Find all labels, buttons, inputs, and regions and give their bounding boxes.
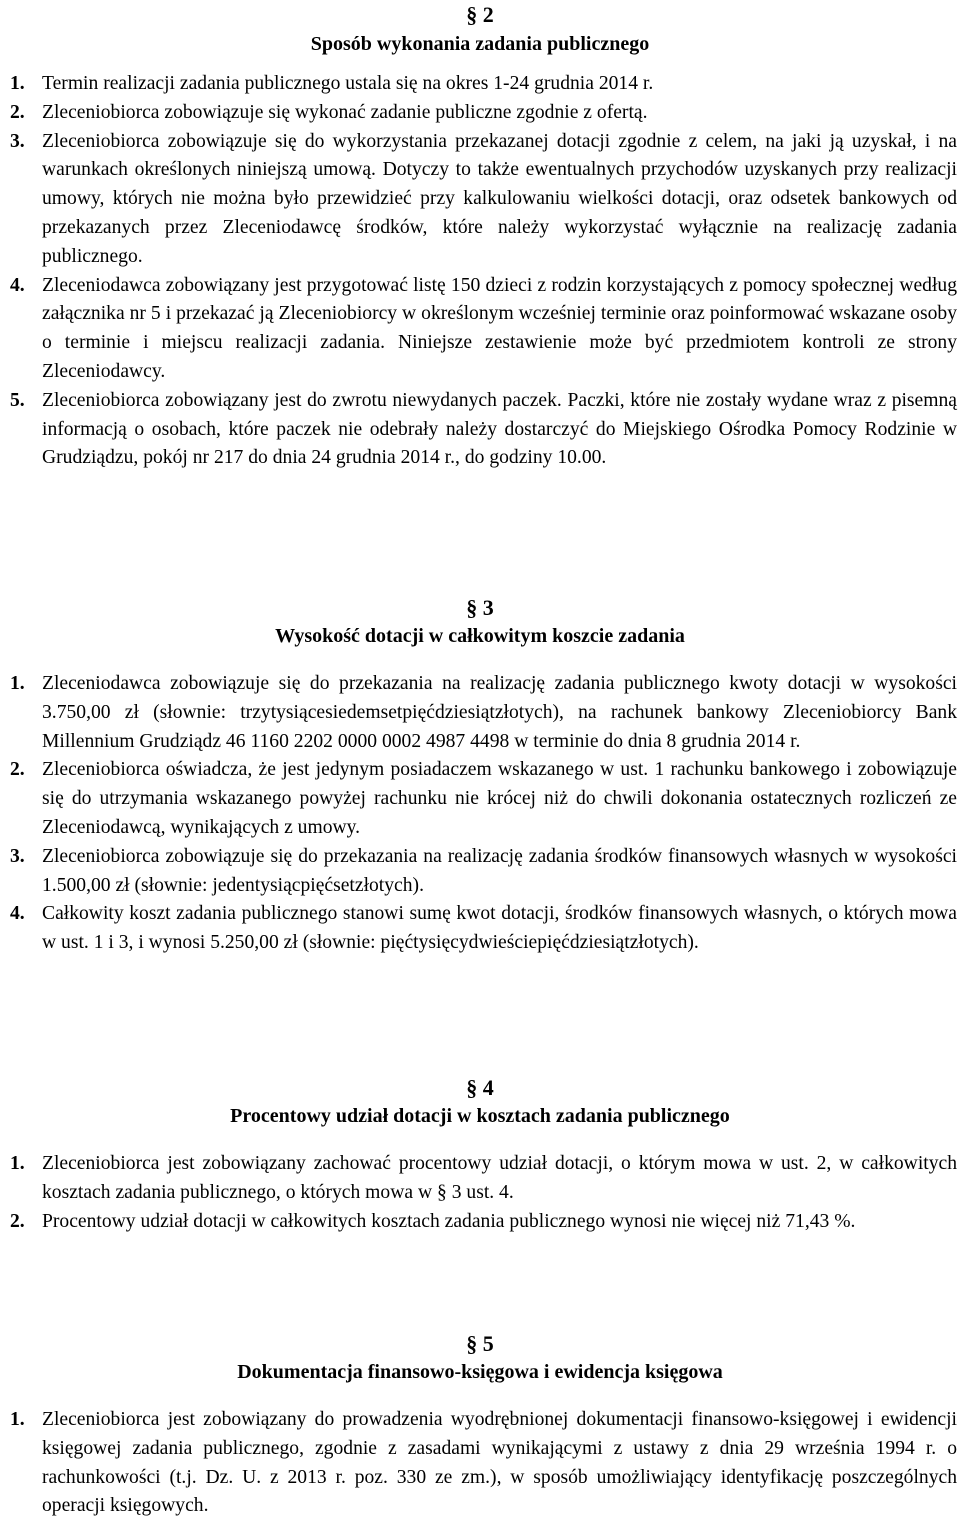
section-number: § 3: [466, 595, 494, 620]
section-title: Sposób wykonania zadania publicznego: [310, 33, 650, 55]
clause-number: 3.: [10, 845, 25, 867]
clause-number: 4.: [10, 274, 25, 296]
clause-text: Zleceniodawca zobowiązuje się do przekazania na realizację zadania publicznego kwoty dotacji w wysokości 3.750,00 zł (słownie: trzytysiącesiedemsetpięćdziesiątzłotych), na rachunek bankowy Zleceniobiorcy Bank Millennium Grudziądz 46 1160 2202 0000 0002 4987 4498 w terminie do dnia 8 grudnia 2014 r.: [42, 673, 957, 752]
clause-number: 2.: [10, 1210, 25, 1232]
section-4: [0, 1074, 960, 1236]
clause-item: [0, 387, 960, 473]
clause-number: 3.: [10, 130, 25, 152]
clause-text: Zleceniodawca zobowiązany jest przygotować listę 150 dzieci z rodzin korzystających z pomocy społecznej według załącznika nr 5 i przekazać ją Zleceniobiorcy w określonym wcześniej terminie oraz poinformować wskazane osoby o terminie i miejscu realizacji zadania. Niniejsze zestawienie może być przedmiotem kontroli ze strony Zleceniodawcy.: [42, 274, 957, 382]
clause-text: Zleceniobiorca jest zobowiązany do prowadzenia wyodrębnionej dokumentacji finansowo-księgowej i ewidencji księgowej zadania publicznego, zgodnie z zasadami wynikającymi z ustawy z dnia 29 września 1994 r. o rachunkowości (t.j. Dz. U. z 2013 r. poz. 330 ze zm.), w sposób umożliwiający identyfikację poszczególnych operacji księgowych.: [42, 1409, 957, 1517]
clause-item: [0, 756, 960, 842]
clause-text: Zleceniobiorca jest zobowiązany zachować procentowy udział dotacji, o którym mowa w ust. 2, w całkowitych kosztach zadania publicznego, o których mowa w § 3 ust. 4.: [42, 1153, 957, 1203]
section-title: Dokumentacja finansowo-księgowa i ewidencja księgowa: [237, 1361, 723, 1383]
clause-text: Zleceniobiorca zobowiązuje się wykonać zadanie publiczne zgodnie z ofertą.: [42, 101, 648, 123]
clause-item: [0, 272, 960, 387]
clause-item: [0, 1150, 960, 1208]
section-3: [0, 594, 960, 958]
section-number: § 4: [466, 1075, 494, 1100]
clause-item: [0, 1406, 960, 1521]
clause-number: 5.: [10, 389, 25, 411]
clause-list: [0, 1406, 960, 1521]
clause-list: [0, 70, 960, 473]
section-2: [0, 0, 960, 473]
clause-text: Zleceniobiorca zobowiązuje się do wykorzystania przekazanej dotacji zgodnie z celem, na jaki ją uzyskał, i na warunkach określonych niniejszą umową. Dotyczy to także ewentualnych przychodów uzyskanych przy realizacji umowy, których nie można było przewidzieć przy kalkulowaniu wielkości dotacji, oraz odsetek bankowych od przekazanych przez Zleceniodawcę środków, które należy wykorzystać wyłącznie na realizację zadania publicznego.: [42, 130, 957, 267]
clause-number: 1.: [10, 673, 25, 694]
clause-number: 1.: [10, 1153, 25, 1174]
clause-number: 2.: [10, 759, 25, 781]
clause-item: [0, 843, 960, 901]
clause-item: [0, 128, 960, 272]
clause-item: [0, 670, 960, 756]
clause-text: Termin realizacji zadania publicznego ustala się na okres 1-24 grudnia 2014 r.: [42, 73, 654, 94]
section-title: Wysokość dotacji w całkowitym koszcie zadania: [275, 625, 685, 647]
clause-text: Procentowy udział dotacji w całkowitych kosztach zadania publicznego wynosi nie więcej niż 71,43 %.: [42, 1210, 856, 1232]
clause-item: [0, 70, 960, 99]
clause-text: Zleceniobiorca zobowiązany jest do zwrotu niewydanych paczek. Paczki, które nie zostały wydane wraz z pisemną informacją o osobach, które paczek nie odebrały należy dostarczyć do Miejskiego Ośrodka Pomocy Rodzinie w Grudziądzu, pokój nr 217 do dnia 24 grudnia 2014 r., do godziny 10.00.: [42, 389, 957, 469]
clause-text: Całkowity koszt zadania publicznego stanowi sumę kwot dotacji, środków finansowych własnych, o których mowa w ust. 1 i 3, i wynosi 5.250,00 zł (słownie: pięćtysięcydwieściepięćdziesiątzłotych).: [42, 903, 957, 954]
section-5: [0, 1330, 960, 1521]
section-number: § 5: [466, 1331, 494, 1356]
clause-text: Zleceniobiorca zobowiązuje się do przekazania na realizację zadania środków finansowych własnych w wysokości 1.500,00 zł (słownie: jedentysiącpięćsetzłotych).: [42, 845, 957, 896]
clause-list: [0, 670, 960, 958]
clause-number: 4.: [10, 903, 25, 925]
clause-item: [0, 99, 960, 128]
section-number: § 2: [466, 2, 494, 27]
clause-number: 1.: [10, 1409, 25, 1430]
clause-list: [0, 1150, 960, 1236]
clause-number: 1.: [10, 73, 25, 94]
clause-item: [0, 1208, 960, 1237]
section-title: Procentowy udział dotacji w kosztach zadania publicznego: [230, 1105, 730, 1127]
clause-text: Zleceniobiorca oświadcza, że jest jedynym posiadaczem wskazanego w ust. 1 rachunku bankowego i zobowiązuje się do utrzymania wskazanego powyżej rachunku nie krócej niż do chwili dokonania ostatecznych rozliczeń ze Zleceniodawcą, wynikających z umowy.: [42, 759, 957, 838]
clause-item: [0, 900, 960, 958]
clause-number: 2.: [10, 101, 25, 123]
